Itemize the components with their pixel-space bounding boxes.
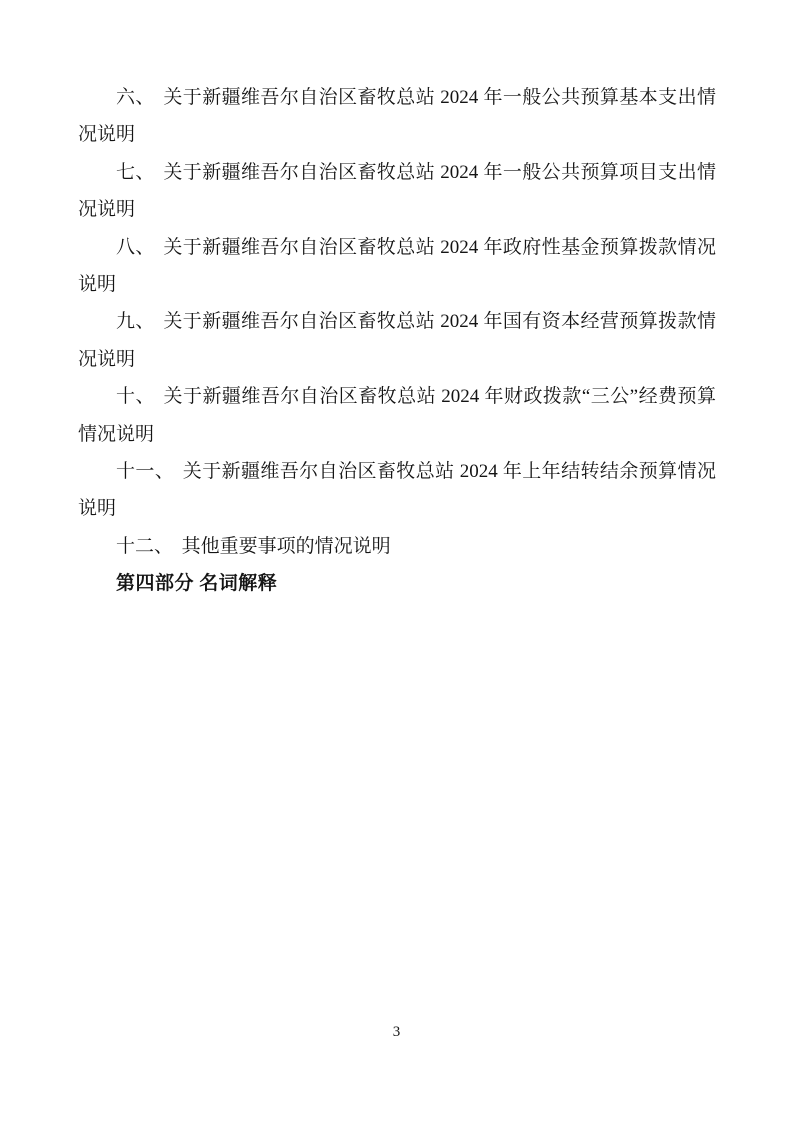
toc-item-number: 十、 — [116, 386, 155, 408]
toc-item — [78, 378, 716, 453]
toc-item — [78, 303, 716, 378]
toc-item-number: 八、 — [116, 236, 155, 258]
toc-item-text: 其他重要事项的情况说明 — [181, 535, 391, 557]
page-number: 3 — [392, 1024, 401, 1040]
toc-item-number: 六、 — [116, 87, 155, 108]
toc-item-text: 关于新疆维吾尔自治区畜牧总站 2024 年政府性基金预算拨款情况说明 — [78, 236, 716, 296]
section-heading: 第四部分 名词解释 — [116, 573, 278, 595]
toc-item-number: 七、 — [116, 161, 155, 183]
toc-item — [78, 528, 716, 565]
toc-item-number: 十二、 — [116, 535, 174, 557]
toc-item-text: 关于新疆维吾尔自治区畜牧总站 2024 年上年结转结余预算情况说明 — [78, 461, 716, 520]
toc-item-text: 关于新疆维吾尔自治区畜牧总站 2024 年一般公共预算基本支出情况说明 — [78, 87, 716, 146]
toc-item-text: 关于新疆维吾尔自治区畜牧总站 2024 年一般公共预算项目支出情况说明 — [78, 161, 716, 221]
toc-item-text: 关于新疆维吾尔自治区畜牧总站 2024 年财政拨款“三公”经费预算情况说明 — [78, 386, 716, 445]
toc-item — [78, 79, 716, 154]
toc-item-text: 关于新疆维吾尔自治区畜牧总站 2024 年国有资本经营预算拨款情况说明 — [78, 311, 716, 370]
toc-item-number: 十一、 — [116, 461, 175, 483]
toc-item — [78, 229, 716, 304]
toc-item — [78, 453, 716, 528]
toc-item-number: 九、 — [116, 311, 155, 333]
toc-item — [78, 154, 716, 229]
toc-content — [78, 79, 716, 603]
